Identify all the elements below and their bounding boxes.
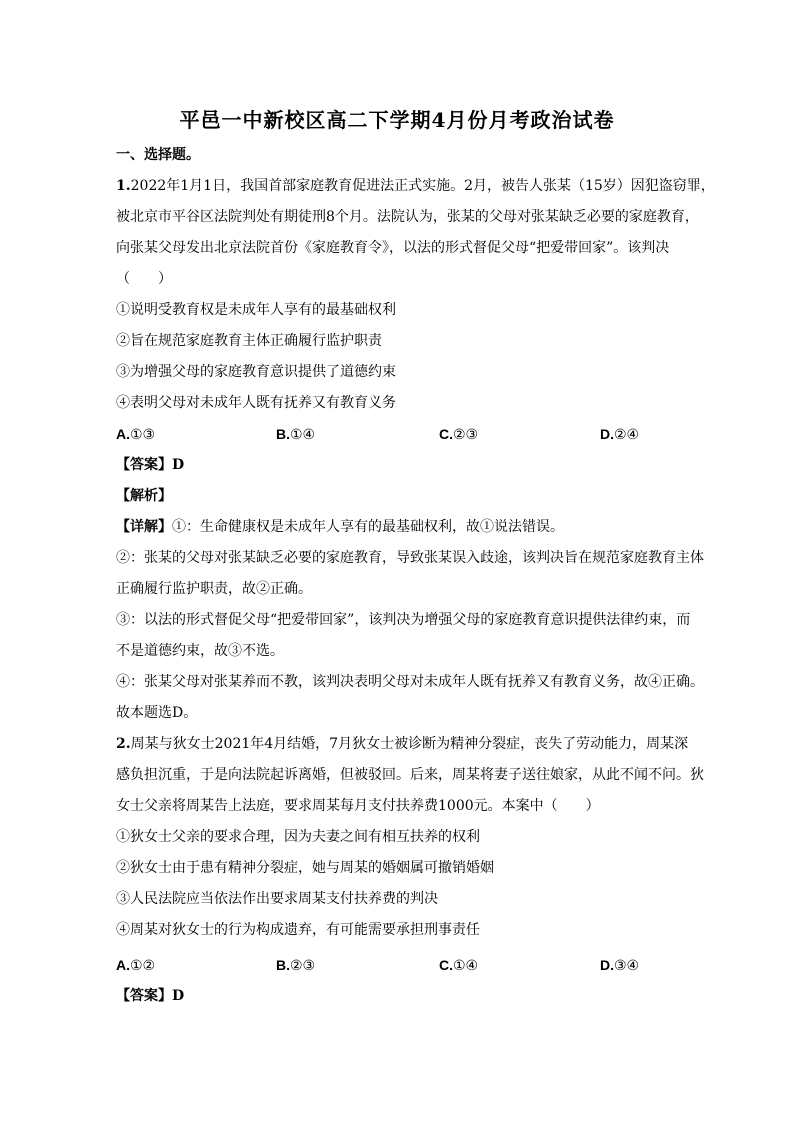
q1-detail-3b: 不是道德约束，故③不选。 (116, 643, 284, 659)
q2-option-d-text: ③④ (614, 958, 640, 974)
q1-option-a (116, 424, 155, 445)
section-heading: 一、选择题。 (116, 147, 200, 163)
q1-detail-label: 【详解】 (116, 519, 172, 535)
q2-option-c-text: ①④ (453, 958, 479, 974)
q2-stem-text-1: 周某与狄女士2021年4月结婚，7月狄女士被诊断为精神分裂症，丧失了劳动能力，周某深 (130, 736, 689, 752)
q2-option-b (276, 955, 315, 976)
q1-stem-text-1: 2022年1月1日，我国首部家庭教育促进法正式实施。2月，被告人张某（15岁）因犯盗窃罪， (130, 178, 715, 194)
q1-detail-4: ④：张某父母对张某养而不教，该判决表明父母对未成年人既有抚养又有教育义务，故④正确。 (116, 674, 704, 690)
q1-analysis-label: 【解析】 (116, 488, 172, 504)
q1-option-b (276, 424, 315, 445)
q2-answer (116, 986, 706, 1006)
q1-option-d (600, 424, 639, 445)
q2-statement-1: ①狄女士父亲的要求合理，因为夫妻之间有相互扶养的权利 (116, 829, 480, 845)
q1-option-b-text: ①④ (290, 427, 316, 443)
q2-stem-line-2: 感负担沉重，于是向法院起诉离婚，但被驳回。后来，周某将妻子送往娘家，从此不闻不问。狄 (116, 767, 704, 783)
q2-answer-value: D (172, 988, 185, 1004)
q1-stem-line-1 (116, 176, 715, 196)
q2-option-b-text: ②③ (290, 958, 316, 974)
q1-detail-3a: ③：以法的形式督促父母“把爱带回家”，该判决为增强父母的家庭教育意识提供法律约束，而 (116, 612, 691, 628)
q2-number: 2. (116, 736, 131, 752)
q1-statement-2: ②旨在规范家庭教育主体正确履行监护职责 (116, 333, 382, 349)
q2-answer-label: 【答案】 (116, 988, 172, 1004)
q2-option-d-letter: D. (600, 957, 614, 973)
q2-stem-line-1 (116, 734, 706, 754)
q2-option-c-letter: C. (439, 957, 453, 973)
page-title: 平邑一中新校区高二下学期4月份月考政治试卷 (179, 108, 615, 132)
q1-answer-value: D (172, 457, 185, 473)
q1-detail-2a: ②：张某的父母对张某缺乏必要的家庭教育，导致张某误入歧途，该判决旨在规范家庭教育主体 (116, 550, 704, 566)
q1-detail-2b: 正确履行监护职责，故②正确。 (116, 581, 312, 597)
q2-option-a-text: ①② (130, 958, 156, 974)
q1-option-a-letter: A. (116, 426, 130, 442)
q2-statement-4: ④周某对狄女士的行为构成遗弃，有可能需要承担刑事责任 (116, 922, 480, 938)
q1-stem-line-2: 被北京市平谷区法院判处有期徒刑8个月。法院认为，张某的父母对张某缺乏必要的家庭教育， (116, 209, 699, 225)
q1-option-c-letter: C. (439, 426, 453, 442)
q1-statement-4: ④表明父母对未成年人既有抚养又有教育义务 (116, 395, 396, 411)
q2-statement-3: ③人民法院应当依法作出要求周某支付扶养费的判决 (116, 891, 438, 907)
q1-answer-label: 【答案】 (116, 457, 172, 473)
q1-stem-line-4: （ ） (116, 271, 172, 287)
q2-option-c (439, 955, 478, 976)
q2-stem-line-3: 女士父亲将周某告上法庭，要求周某每月支付扶养费1000元。本案中（ ） (116, 798, 600, 814)
q2-option-d (600, 955, 639, 976)
q1-detail-1-text: ①：生命健康权是未成年人享有的最基础权利，故①说法错误。 (172, 519, 564, 535)
q2-option-a-letter: A. (116, 957, 130, 973)
q1-detail-1 (116, 517, 706, 537)
q1-number: 1. (116, 178, 131, 194)
q1-option-c-text: ②③ (453, 427, 479, 443)
q2-option-b-letter: B. (276, 957, 290, 973)
q1-conclusion: 故本题选D。 (116, 705, 198, 721)
q1-statement-1: ①说明受教育权是未成年人享有的最基础权利 (116, 302, 396, 318)
q1-option-c (439, 424, 478, 445)
q2-option-a (116, 955, 155, 976)
q1-option-b-letter: B. (276, 426, 290, 442)
q1-stem-line-3: 向张某父母发出北京法院首份《家庭教育令》，以法的形式督促父母“把爱带回家”。该判决 (116, 240, 670, 256)
q1-option-d-text: ②④ (614, 427, 640, 443)
q1-statement-3: ③为增强父母的家庭教育意识提供了道德约束 (116, 364, 396, 380)
q1-option-d-letter: D. (600, 426, 614, 442)
q1-option-a-text: ①③ (130, 427, 156, 443)
q1-answer (116, 455, 706, 475)
q2-statement-2: ②狄女士由于患有精神分裂症，她与周某的婚姻属可撤销婚姻 (116, 860, 494, 876)
